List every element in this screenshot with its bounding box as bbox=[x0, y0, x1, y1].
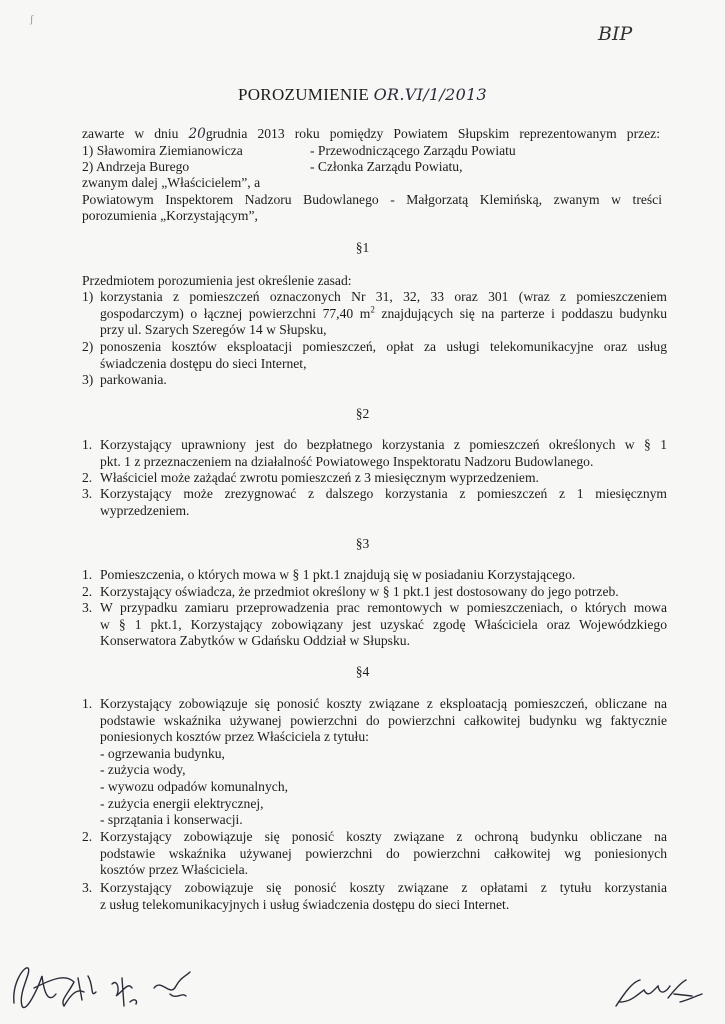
day-handwritten: 20 bbox=[188, 126, 206, 142]
scan-mark: ʃ bbox=[30, 14, 34, 25]
intro-line-4: zwanym dalej „Właścicielem”, a bbox=[82, 175, 261, 190]
section-1-lead: Przedmiotem porozumienia jest określenie zasad: bbox=[82, 273, 352, 288]
s4-cost-list-item: - zużycia wody, bbox=[100, 762, 186, 778]
agreement-number-handwritten: OR.VI/1/2013 bbox=[373, 85, 488, 104]
party-1: 1) Sławomira Ziemianowicza - Przewodniczącego Zarządu Powiatu bbox=[82, 143, 516, 158]
section-1-heading: §1 bbox=[355, 240, 370, 255]
intro-line-5: Powiatowym Inspektorem Nadzoru Budowlanego - Małgorzatą Klemińską, zwanym w treści bbox=[82, 192, 662, 207]
party-2: 2) Andrzeja Burego - Członka Zarządu Powiatu, bbox=[82, 159, 463, 174]
bip-handwritten-mark: BIP bbox=[598, 23, 633, 45]
s4-cost-list-item: - ogrzewania budynku, bbox=[100, 745, 225, 761]
handwritten-initials-left bbox=[4, 948, 214, 1018]
document-title bbox=[0, 87, 725, 104]
s1-item-3: 3) parkowania. bbox=[82, 372, 167, 387]
s4-cost-list-item: - zużycia energii elektrycznej, bbox=[100, 795, 264, 811]
s1-item-2: 2) ponoszenia kosztów eksploatacji pomieszczeń, opłat za usługi telekomunikacyjne oraz usług świadczenia dostępu do sieci Internet, bbox=[82, 339, 667, 371]
title-prefix: POROZUMIENIE bbox=[237, 85, 370, 104]
section-3-heading: §3 bbox=[355, 536, 370, 551]
document-page: ʃ BIP POROZUMIENIE OR.VI/1/2013 zawarte w dniu 20grudnia 2013 roku pomiędzy Powiatem Słupskim reprezentowanym przez: 1) Sławomira Ziemianowicza - Przewodniczącego Zarządu Powiatu 2) Andrzeja Burego - Członka Zarządu Powiatu, zwanym dalej „Właścicielem”, a Powiatowym Inspektorem Nadzoru Budowlanego - Małgorzatą Klemińską, zwanym w treści porozumienia „Korzystającym”, §1 Przedmiotem porozumienia jest określenie zasad: 1) korzystania z pomieszczeń oznaczonych Nr 31, 32, 33 oraz 301 (wraz z pomieszczeniem gospodarczym) o łącznej powierzchni 77,40 $m^2$ znajdujących się na parterze i poddaszu budynku przy ul. Szarych Szeregów 14 w Słupsku, 2) ponoszenia kosztów eksploatacji pomieszczeń, opłat za usługi telekomunikacyjne oraz usług świadczenia dostępu do sieci Internet, 3) parkowania. §2 1. Korzystający uprawniony jest do bezpłatnego korzystania z pomieszczeń określonych w § 1 pkt. 1 z przeznaczeniem na działalność Powiatowego Inspektoratu Nadzoru Budowlanego. 2. Właściciel może zażądać zwrotu pomieszczeń z 3 miesięcznym wyprzedzeniem. 3. Korzystający może zrezygnować z dalszego korzystania z pomieszczeń z 1 miesięcznym wyprzedzeniem. §3 1. Pomieszczenia, o których mowa w § 1 pkt.1 znajdują się w posiadaniu Korzystającego. 2. Korzystający oświadcza, że przedmiot określony w § 1 pkt.1 jest dostosowany do jego potrzeb. 3. W przypadku zamiaru przeprowadzenia prac remontowych w pomieszczeniach, o których mowa w § 1 pkt.1, Korzystający zobowiązany jest uzyskać zgodę Właściciela oraz Wojewódzkiego Konserwatora Zabytków w Gdańsku Oddział w Słupsku. §4 1. Korzystający zobowiązuje się ponosić koszty związane z eksploatacją pomieszczeń, obliczane na podstawie wskaźnika używanej powierzchni do powierzchni całkowitej budynku wg faktycznie poniesionych kosztów przez Właściciela z tytułu: - ogrzewania budynku, - zużycia wody, - wywozu odpadów komunalnych, - zużycia energii elektrycznej, - sprzątania i konserwacji. 2. Korzystający zobowiązuje się ponosić koszty związane z ochroną budynku obliczane na podstawie wskaźnika używanej powierzchni do powierzchni całkowitej wg poniesionych kosztów przez Właściciela. 3. Korzystający zobowiązuje się ponosić koszty związane z opłatami z tytułu korzystania z usług telekomunikacyjnych i usług świadczenia dostępu do sieci Internet. bbox=[0, 0, 725, 1024]
s4-cost-list-item: - wywozu odpadów komunalnych, bbox=[100, 778, 289, 794]
section-2-heading: §2 bbox=[355, 406, 370, 421]
section-4-heading: §4 bbox=[355, 664, 370, 679]
s1-item-1: 1) korzystania z pomieszczeń oznaczonych Nr 31, 32, 33 oraz 301 (wraz z pomieszczeniem gospodarczym) o łącznej powierzchni 77,40 $m^2$ znajdujących się na parterze i poddaszu budynku przy ul. Szarych Szeregów 14 w Słupsku, bbox=[82, 289, 668, 338]
intro-line-1: zawarte w dniu 20grudnia 2013 roku pomiędzy Powiatem Słupskim reprezentowanym przez: bbox=[82, 126, 660, 142]
handwritten-initials-right bbox=[610, 972, 710, 1012]
s4-cost-list-item: - sprzątania i konserwacji. bbox=[100, 812, 243, 828]
intro-line-6: porozumienia „Korzystającym”, bbox=[82, 208, 258, 223]
